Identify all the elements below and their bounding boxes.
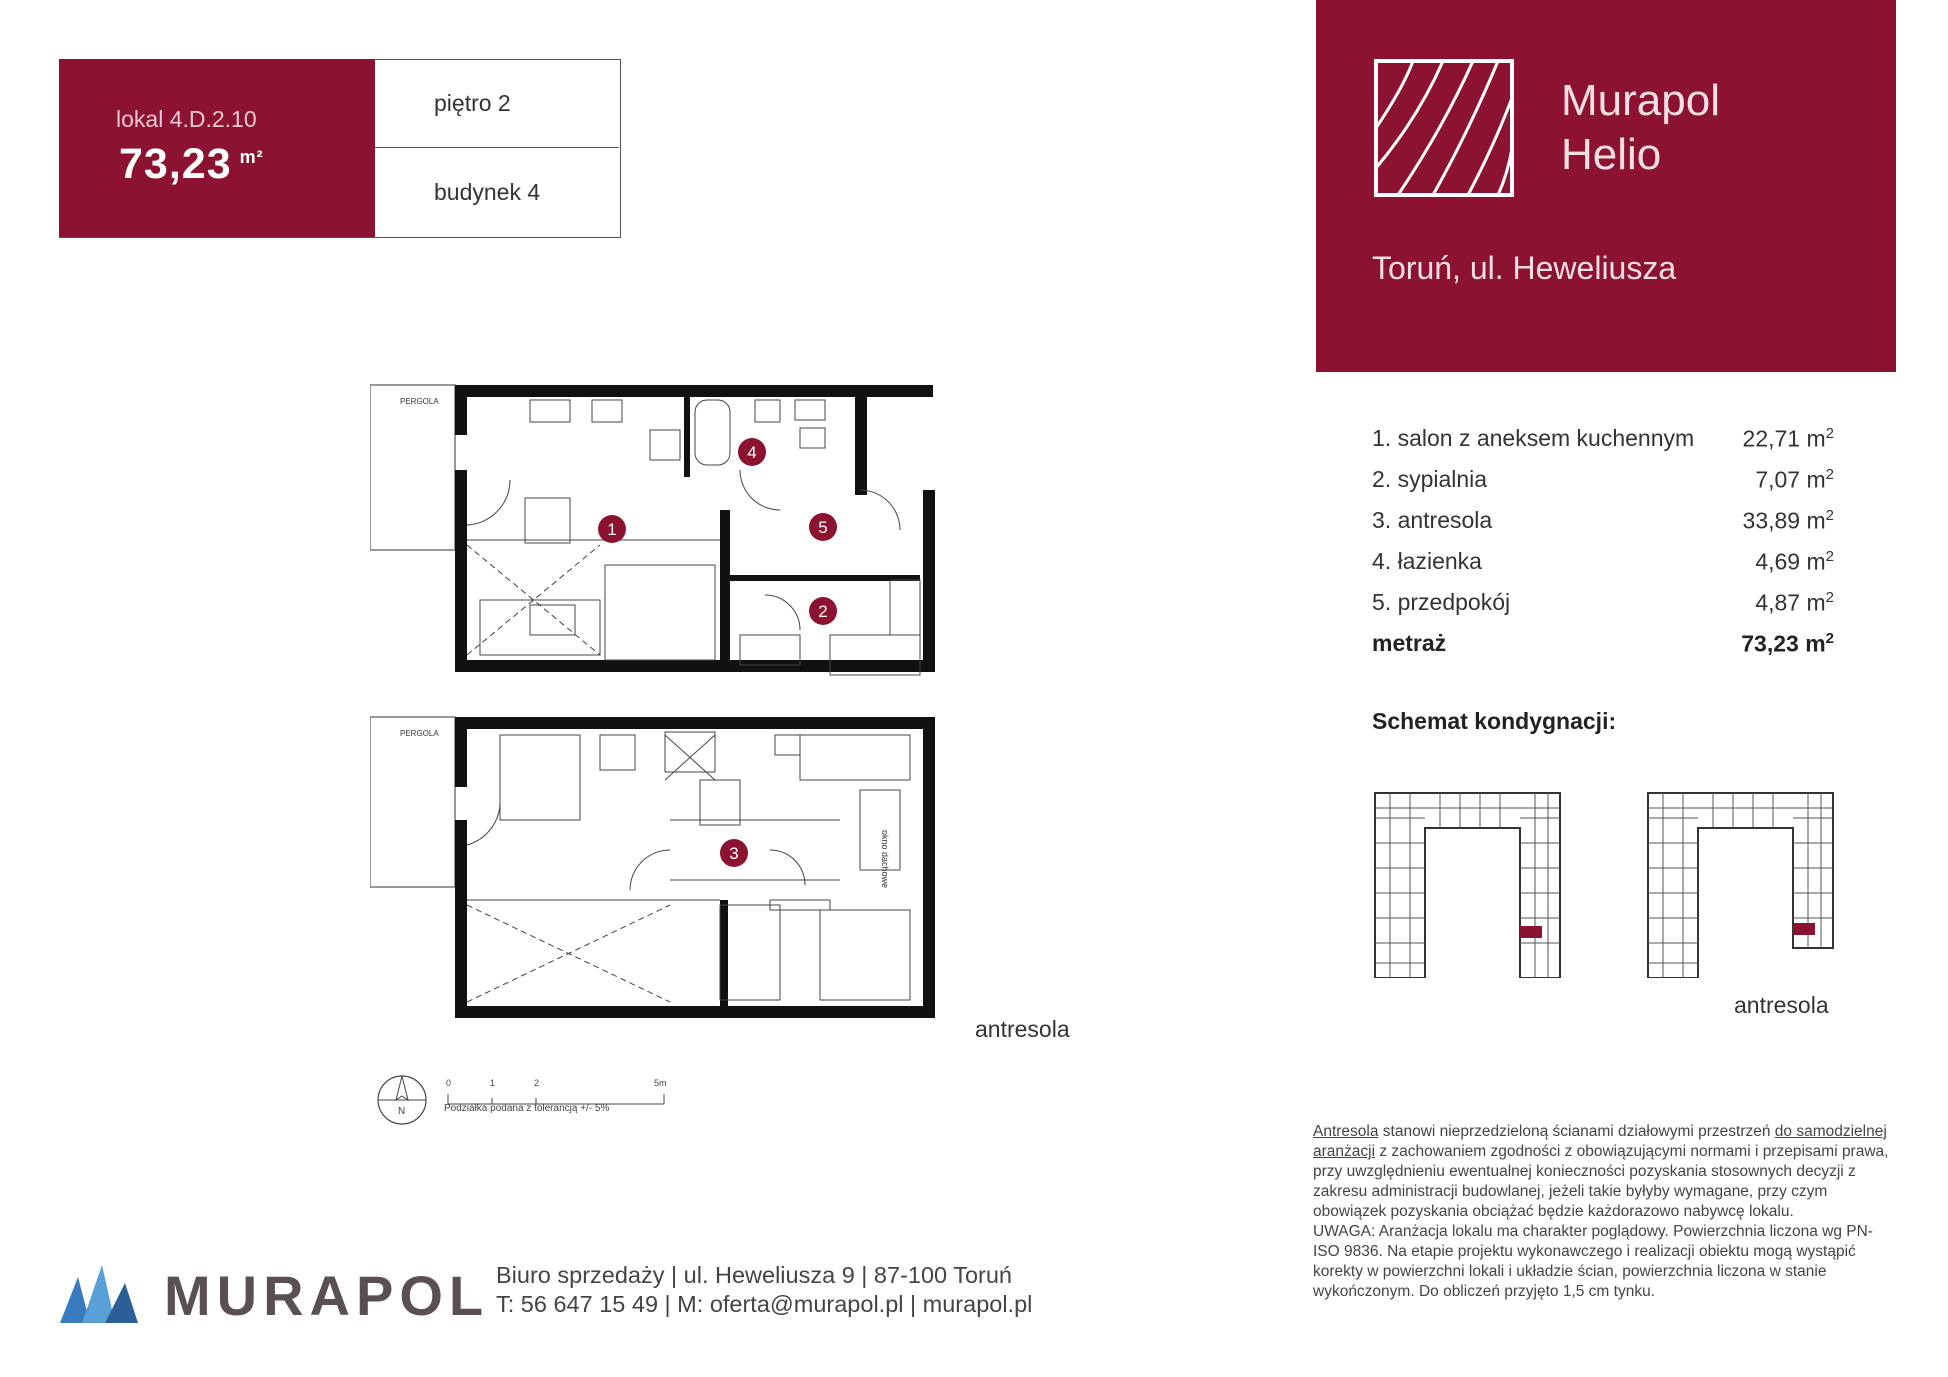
scale-tick-5: 5m [654,1078,667,1088]
room-marker-1: 1 [607,520,617,539]
scale-tick-2: 2 [534,1078,540,1088]
schema-level-label: antresola [1734,992,1829,1018]
building-label: budynek 4 [434,179,541,205]
brand-name: Murapol Helio [1561,76,1720,179]
murapol-logo-text: MURAPOL [164,1264,490,1327]
room-row: 2. sypialnia 7,07 $m^2$ [1372,466,1834,493]
north-label: N [398,1106,406,1117]
room-row: 1. salon z aneksem kuchennym 22,71 $m^2$ [1372,425,1834,452]
room-row: 4. łazienka 4,69 $m^2$ [1372,548,1834,575]
murapol-logo-icon [60,1265,140,1325]
room-marker-5: 5 [818,518,828,537]
floor-plan-level-2 [370,385,935,675]
plan-level-label: antresola [975,1016,1070,1042]
scale-note: Podziałka podana z tolerancją +/- 5% [444,1103,610,1114]
room-row: 3. antresola 33,89 $m^2$ [1372,507,1834,534]
unit-area: 73,23 $^{m^2}$ [119,140,264,188]
total-area-row: metraż 73,23 $m^2$ [1372,630,1834,657]
floor-plan-antresola [370,717,935,1018]
schemat-title: Schemat kondygnacji: [1372,708,1617,734]
helio-logo-icon [1373,58,1515,198]
north-arrow-icon [374,1072,430,1128]
brand-location: Toruń, ul. Heweliusza [1372,250,1677,286]
footer-contact: T: 56 647 15 49 | M: oferta@murapol.pl | murapol.pl [496,1291,1033,1317]
floor-label: piętro 2 [434,90,511,116]
header-divider [375,147,619,148]
scale-tick-0: 0 [446,1078,452,1088]
building-schema-floor-icon [1370,788,1570,978]
scale-tick-1: 1 [490,1078,496,1088]
room-marker-4: 4 [747,443,757,462]
unit-number: lokal 4.D.2.10 [116,106,257,132]
disclaimer-notes: Antresola stanowi nieprzedzieloną ścianami działowymi przestrzeń do samodzielnej aranżacji z zachowaniem zgodności z obowiązującymi normami i przepisami prawa, przy uwzględnieniu ewentualnej konieczności pozyskania stosownych decyzji z zakresu administracji budowlanej, jeżeli takie byłyby wymagane, przy czym obowiązek pozyskania obciążać będzie każdorazowo nabywcę lokalu. UWAGA: Aranżacja lokalu ma charakter poglądowy. Powierzchnia liczona wg PN-ISO 9836. Na etapie projektu wykonawczego i realizacji obiektu mogą wystąpić korekty w powierzchni lokali i układzie ścian, powierzchnia liczona w stanie wykończonym. Do obliczeń przyjęto 1,5 cm tynku. [1313,1123,1889,1300]
floor-plan [370,380,970,1040]
pergola-label: PERGOLA [400,397,439,406]
room-marker-2: 2 [818,602,828,621]
skylight-label: okno dachowe [880,830,890,889]
room-row: 5. przedpokój 4,87 $m^2$ [1372,589,1834,616]
building-schema-antresola-icon [1643,788,1843,978]
pergola-label-antresola: PERGOLA [400,729,439,738]
room-marker-3: 3 [729,844,739,863]
footer-office-address: Biuro sprzedaży | ul. Heweliusza 9 | 87-100 Toruń [496,1262,1012,1288]
